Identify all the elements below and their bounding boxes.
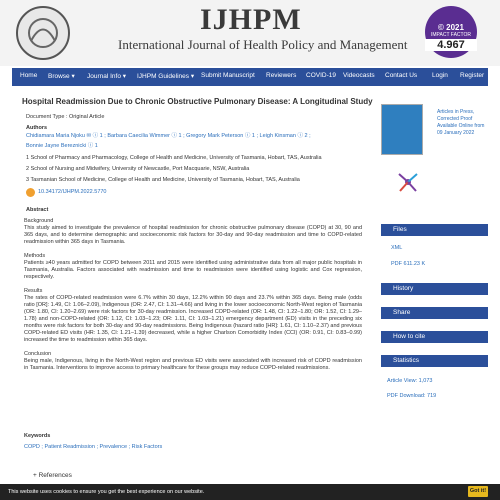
abstract-body bbox=[24, 218, 362, 372]
stats-heading: Statistics bbox=[393, 357, 420, 364]
cookie-banner bbox=[0, 484, 500, 500]
journal-cover-image[interactable] bbox=[381, 104, 423, 155]
history-heading: History bbox=[393, 285, 414, 292]
journal-logo[interactable] bbox=[16, 6, 70, 60]
badge-label: IMPACT FACTOR bbox=[430, 32, 471, 38]
keywords-heading: Keywords bbox=[24, 433, 51, 439]
file-pdf-link[interactable]: PDF 611.23 K bbox=[391, 261, 426, 267]
nav-covid19[interactable]: COVID-19 bbox=[306, 72, 336, 79]
keyword-patient-readmission[interactable]: Patient Readmission bbox=[44, 444, 95, 450]
impact-factor-badge[interactable] bbox=[425, 6, 477, 58]
article-title: Hospital Readmission Due to Chronic Obstructive Pulmonary Disease: A Longitudinal Study bbox=[22, 97, 373, 106]
nav-home[interactable]: Home bbox=[20, 72, 38, 79]
pdf-download-count: PDF Download: 719 bbox=[387, 393, 437, 399]
nav-videocasts[interactable]: Videocasts bbox=[343, 72, 375, 79]
methods-heading: Methods bbox=[24, 253, 46, 259]
author-bereznicki[interactable]: Bonnie Jayne Bereznicki ⓘ 1 bbox=[26, 143, 98, 149]
keyword-risk-factors[interactable]: Risk Factors bbox=[131, 444, 163, 450]
journal-subtitle: International Journal of Health Policy and Management bbox=[118, 37, 408, 52]
methods-text: Patients ≥40 years admitted for COPD between 2011 and 2015 were identified using administrative data from all major public hospitals in Tasmania, Australia. Factors associated with readmission and time to readmission were identified using logistic and Cox regression, respectively. bbox=[24, 260, 362, 280]
authors-heading: Authors bbox=[26, 125, 48, 131]
history-panel[interactable] bbox=[381, 283, 488, 295]
badge-value: 4.967 bbox=[425, 39, 477, 51]
nav-reviewers[interactable]: Reviewers bbox=[266, 72, 297, 79]
nav-contact-us[interactable]: Contact Us bbox=[385, 72, 418, 79]
results-text: The rates of COPD-related readmission were 6.7% within 30 days, 12.2% within 90 days and 23.7% within 365 days. Being male (odds ratio [OR]: 1.49, CI: 1.06–2.09), Indigenous (OR: 2.47, CI: 1.31–4.66) and living in the lower socioeconomic North-West region of Tasmania (OR: 1.80, CI: 1.20–2.69) were risk factors for 30-day readmission. Increased COPD-related (OR: 1.48, CI: 1.22–1.80; OR: 1.52, CI: 1.29–1.78) and non-COPD-related (OR: 1.12, CI: 1.03–1.23; OR: 1.11, CI: 1.03–1.21) emergency department (ED) visits in the preceding six months were risk factors for both 30-day and 90-day readmissions. Being Indigenous (hazard ratio [HR]: 1.61, CI: 1.10–2.37) and previous COPD-related ED visits (HR: 1.35, CI: 1.21–1.39) decreased, while a higher Charlson Comorbidity Index (CCI) (OR: 0.91, CI: 0.83–0.99) increased the time to readmission within 365 days. bbox=[24, 295, 362, 343]
publication-status: Articles in Press, Corrected Proof Available Online from 09 January 2022 bbox=[437, 109, 485, 136]
nav-guidelines[interactable]: IJHPM Guidelines ▾ bbox=[137, 73, 195, 80]
conclusion-text: Being male, Indigenous, living in the North-West region and previous ED visits were associated with increased risk of COPD readmission in Tasmania. Interventions to improve access to primary healthcare for these groups may reduce COPD-related readmissions. bbox=[24, 358, 362, 371]
cookie-message: This website uses cookies to ensure you get the best experience on our website. bbox=[8, 489, 205, 495]
files-panel[interactable] bbox=[381, 224, 488, 236]
doi-link[interactable]: 10.34172/IJHPM.2022.5770 bbox=[38, 189, 107, 195]
share-panel[interactable] bbox=[381, 307, 488, 319]
affiliation-1: 1 School of Pharmacy and Pharmacology, College of Health and Medicine, University of Tasmania, Hobart, TAS, Australia bbox=[26, 155, 322, 161]
affiliation-3: 3 Tasmanian School of Medicine, College of Health and Medicine, University of Tasmania, Hobart, TAS, Australia bbox=[26, 177, 300, 183]
keyword-copd[interactable]: COPD bbox=[24, 444, 40, 450]
file-xml-link[interactable]: XML bbox=[391, 245, 403, 251]
logo-emblem-icon bbox=[18, 8, 72, 62]
conclusion-heading: Conclusion bbox=[24, 351, 52, 357]
nav-submit-manuscript[interactable]: Submit Manuscript bbox=[201, 72, 255, 79]
background-text: This study aimed to investigate the prevalence of hospital readmission for chronic obstructive pulmonary disease (COPD) at 30, 90 and 365 days, and to determine demographic and socioeconomic risk factors for 30-day and 90-day readmission and time to COPD-related readmission within 365 days in Tasmania. bbox=[24, 225, 362, 245]
cookie-accept-button[interactable]: Got it! bbox=[468, 486, 488, 497]
document-type: Document Type : Original Article bbox=[26, 114, 105, 120]
cite-heading: How to cite bbox=[393, 333, 426, 340]
nav-login[interactable]: Login bbox=[432, 72, 448, 79]
background-heading: Background bbox=[24, 218, 54, 224]
keywords-section bbox=[24, 433, 162, 451]
keyword-prevalence[interactable]: Prevalence bbox=[99, 444, 128, 450]
statistics-panel[interactable] bbox=[381, 355, 488, 367]
journal-title: IJHPM bbox=[200, 3, 302, 36]
nav-browse[interactable]: Browse ▾ bbox=[48, 73, 75, 80]
badge-year: © 2021 bbox=[438, 23, 464, 32]
doi-icon bbox=[26, 188, 35, 197]
abstract-heading: Abstract bbox=[26, 207, 49, 213]
results-heading: Results bbox=[24, 288, 43, 294]
authors-list[interactable]: Chidiamara Maria Njoku ✉ ⓘ 1 ; Barbara Caecilia Wimmer ⓘ 1 ; Gregory Mark Peterson ⓘ 1 ; Leigh Kinsman ⓘ 2 ; bbox=[26, 133, 311, 139]
nav-register[interactable]: Register bbox=[460, 72, 485, 79]
references-toggle[interactable]: + References bbox=[33, 472, 72, 479]
share-heading: Share bbox=[393, 309, 411, 316]
site-header bbox=[0, 0, 500, 66]
affiliation-2: 2 School of Nursing and Midwifery, University of Newcastle, Port Macquarie, NSW, Australia bbox=[26, 166, 250, 172]
keywords-list: COPD ; Patient Readmission ; Prevalence ; Risk Factors bbox=[24, 444, 163, 450]
nav-journal-info[interactable]: Journal Info ▾ bbox=[87, 73, 127, 80]
main-navigation bbox=[12, 68, 488, 86]
altmetric-icon[interactable] bbox=[396, 171, 420, 193]
how-to-cite-panel[interactable] bbox=[381, 331, 488, 343]
files-heading: Files bbox=[393, 226, 407, 233]
article-view-count: Article View: 1,073 bbox=[387, 378, 433, 384]
